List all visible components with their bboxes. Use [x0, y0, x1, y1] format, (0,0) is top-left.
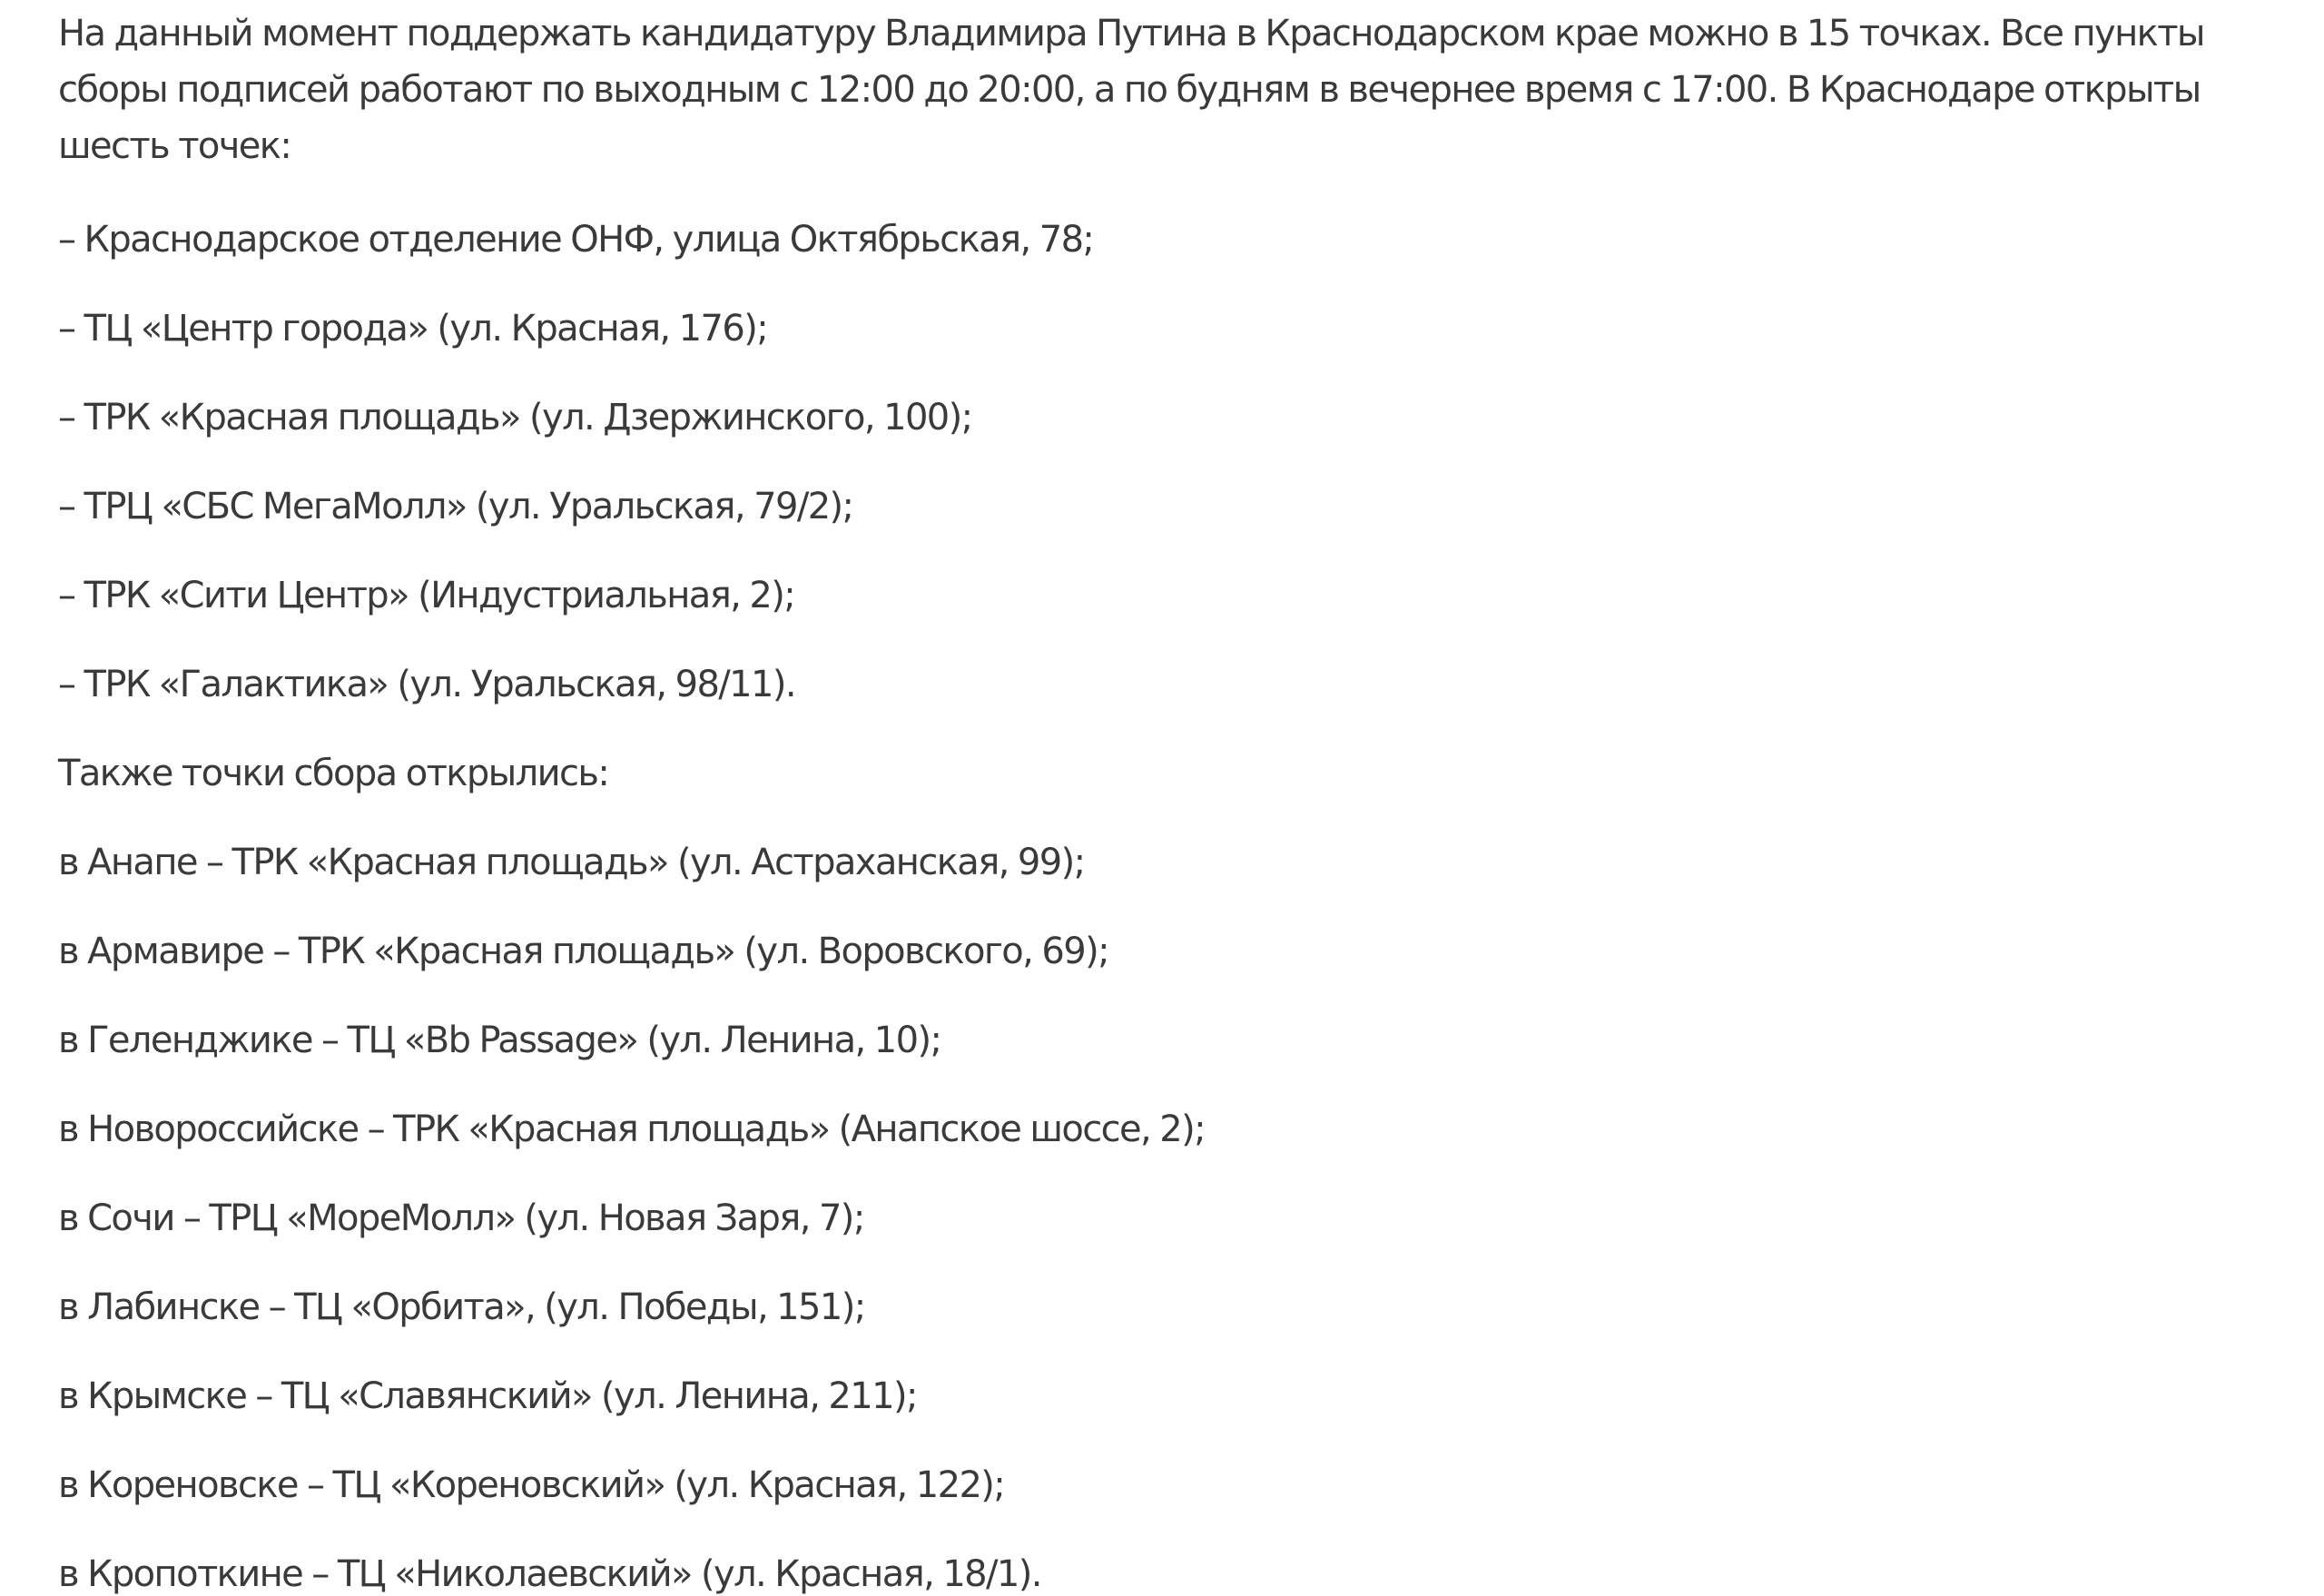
krasnodar-point: – ТРК «Галактика» (ул. Уральская, 98/11).	[58, 664, 795, 705]
article-body	[58, 0, 2309, 1596]
krasnodar-point: – Краснодарское отделение ОНФ, улица Октябрьская, 78;	[58, 219, 1094, 261]
other-city-point: в Анапе – ТРК «Красная площадь» (ул. Астраханская, 99);	[58, 842, 1085, 883]
other-city-point: в Лабинске – ТЦ «Орбита», (ул. Победы, 151);	[58, 1286, 865, 1328]
other-city-point: в Крымске – ТЦ «Славянский» (ул. Ленина, 211);	[58, 1375, 917, 1417]
other-city-point: в Сочи – ТРЦ «МореМолл» (ул. Новая Заря, 7);	[58, 1197, 864, 1239]
other-city-point: в Новороссийске – ТРК «Красная площадь» (Анапское шоссе, 2);	[58, 1108, 1205, 1150]
intro-paragraph: На данный момент поддержать кандидатуру Владимира Путина в Краснодарском крае можно в 15 точках. Все пункты сборы подписей работают по выходным с 12:00 до 20:00, а по будням в вечернее время с 17:00. В Краснодаре открыты шесть точек:	[58, 13, 2204, 167]
krasnodar-point: – ТЦ «Центр города» (ул. Красная, 176);	[58, 308, 768, 350]
other-points-intro: Также точки сбора открылись:	[58, 753, 609, 794]
krasnodar-point: – ТРК «Сити Центр» (Индустриальная, 2);	[58, 575, 795, 616]
other-city-point: в Армавире – ТРК «Красная площадь» (ул. Воровского, 69);	[58, 931, 1108, 972]
other-city-point: в Геленджике – ТЦ «Bb Passage» (ул. Ленина, 10);	[58, 1020, 941, 1061]
krasnodar-point: – ТРЦ «СБС МегаМолл» (ул. Уральская, 79/2);	[58, 486, 853, 527]
krasnodar-point: – ТРК «Красная площадь» (ул. Дзержинского, 100);	[58, 397, 972, 438]
other-city-point: в Кореновске – ТЦ «Кореновский» (ул. Красная, 122);	[58, 1464, 1005, 1506]
other-city-point: в Кропоткине – ТЦ «Николаевский» (ул. Красная, 18/1).	[58, 1553, 1041, 1595]
